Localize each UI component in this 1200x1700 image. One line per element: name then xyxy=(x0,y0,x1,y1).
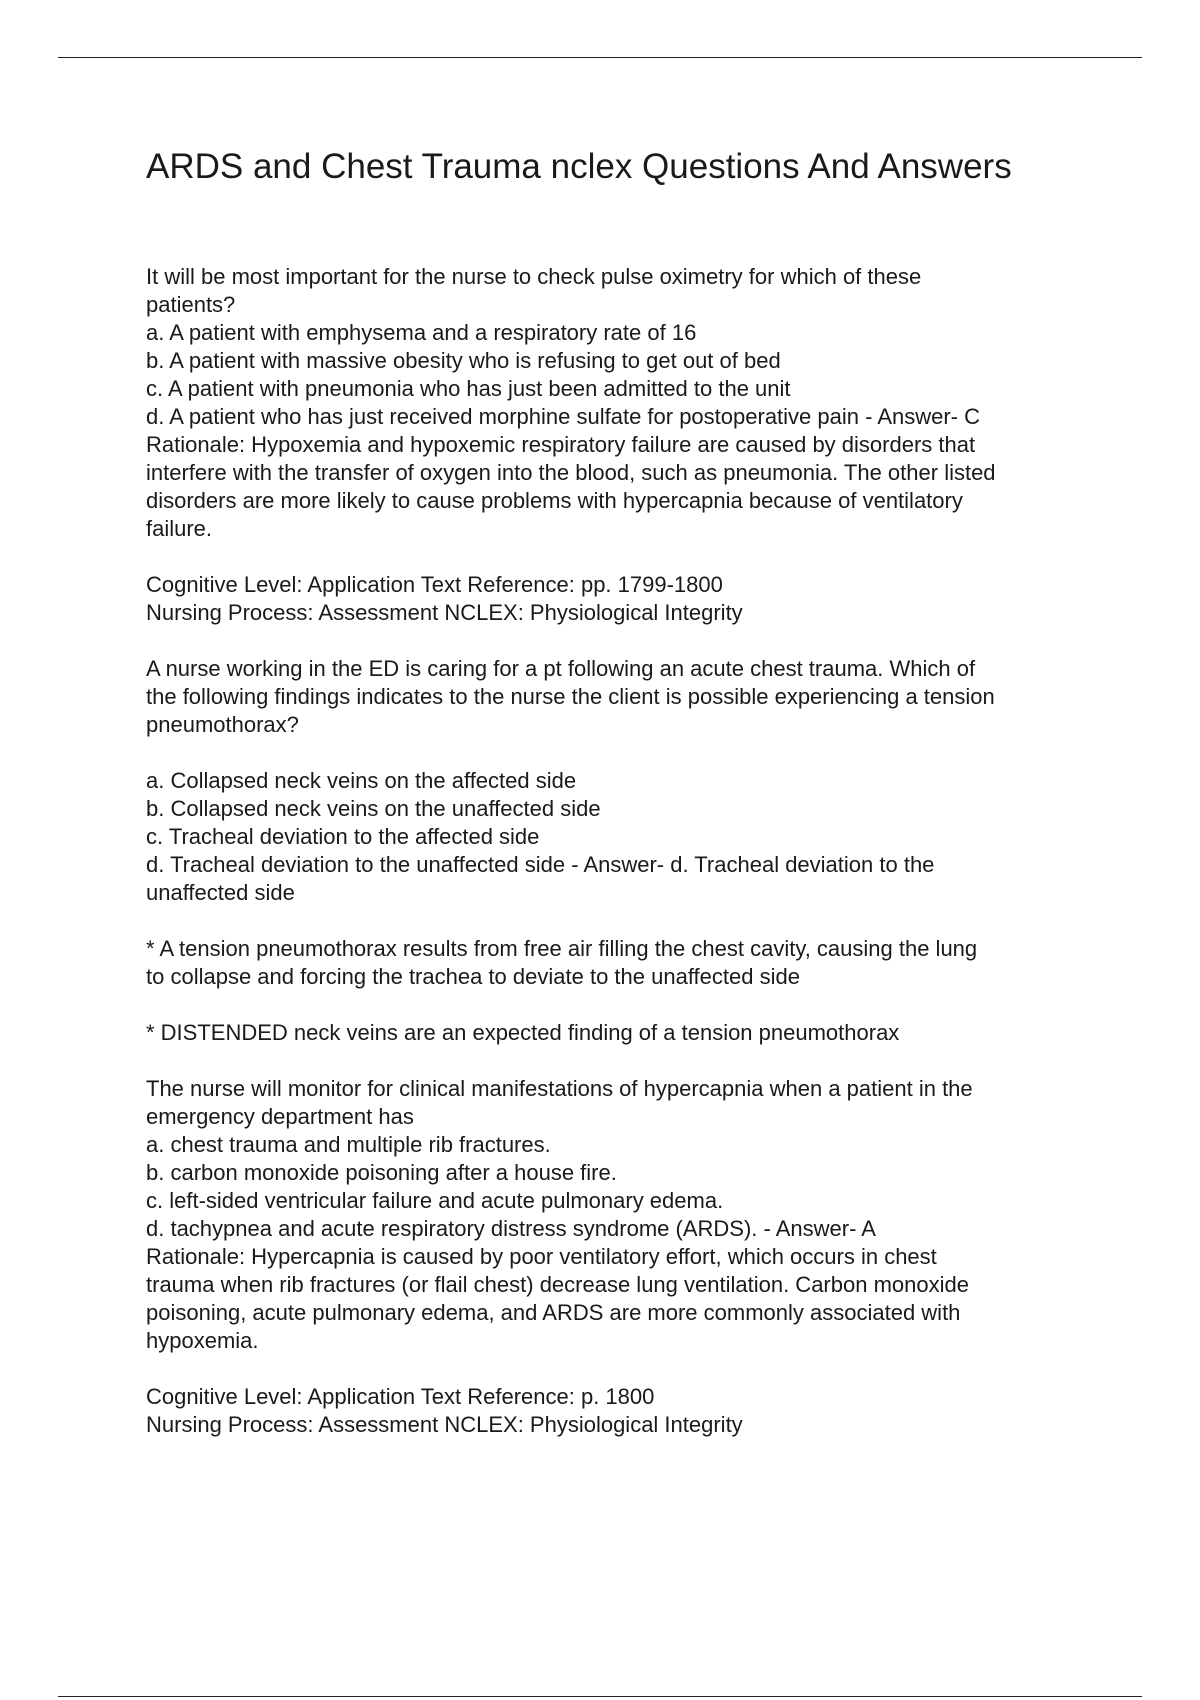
answer-option: b. A patient with massive obesity who is refusing to get out of bed xyxy=(146,348,781,373)
question-stem: A nurse working in the ED is caring for a pt following an acute chest trauma. Which of the following findings indicates to the nurse the client is possible experiencing a tension pneumothorax? xyxy=(146,656,995,737)
question-stem: It will be most important for the nurse to check pulse oximetry for which of these patients? xyxy=(146,264,922,317)
answer-option: a. Collapsed neck veins on the affected side xyxy=(146,768,577,793)
spacer xyxy=(146,907,1106,935)
question-stem: The nurse will monitor for clinical manifestations of hypercapnia when a patient in the emergency department has xyxy=(146,1076,973,1129)
spacer xyxy=(146,1047,1106,1075)
answer-option: b. carbon monoxide poisoning after a house fire. xyxy=(146,1160,617,1185)
answer-option: d. A patient who has just received morphine sulfate for postoperative pain - Answer- C xyxy=(146,404,981,429)
answer-option: a. A patient with emphysema and a respiratory rate of 16 xyxy=(146,320,697,345)
spacer xyxy=(146,543,1106,571)
note: * DISTENDED neck veins are an expected finding of a tension pneumothorax xyxy=(146,1020,900,1045)
spacer xyxy=(146,627,1106,655)
answer-option: c. Tracheal deviation to the affected side xyxy=(146,824,540,849)
spacer xyxy=(146,739,1106,767)
spacer xyxy=(146,991,1106,1019)
rationale: Rationale: Hypercapnia is caused by poor ventilatory effort, which occurs in chest trauma when rib fractures (or flail chest) decrease lung ventilation. Carbon monoxide poisoning, acute pulmonary edema, and ARDS are more commonly associated with hypoxemia. xyxy=(146,1244,969,1353)
answer-option: c. A patient with pneumonia who has just been admitted to the unit xyxy=(146,376,791,401)
answer-option: a. chest trauma and multiple rib fractures. xyxy=(146,1132,551,1157)
spacer xyxy=(146,1355,1106,1383)
bottom-divider xyxy=(58,1696,1142,1697)
answer-option: c. left-sided ventricular failure and acute pulmonary edema. xyxy=(146,1188,724,1213)
rationale: Rationale: Hypoxemia and hypoxemic respiratory failure are caused by disorders that interfere with the transfer of oxygen into the blood, such as pneumonia. The other listed disorders are more likely to cause problems with hypercapnia because of ventilatory failure. xyxy=(146,432,996,541)
top-divider xyxy=(58,57,1142,58)
page-title: ARDS and Chest Trauma nclex Questions And Answers xyxy=(146,147,1012,186)
document-body xyxy=(146,263,1106,1439)
reference: Cognitive Level: Application Text Reference: pp. 1799-1800 Nursing Process: Assessment NCLEX: Physiological Integrity xyxy=(146,572,743,625)
answer-option: d. tachypnea and acute respiratory distress syndrome (ARDS). - Answer- A xyxy=(146,1216,876,1241)
reference: Cognitive Level: Application Text Reference: p. 1800 Nursing Process: Assessment NCLEX: Physiological Integrity xyxy=(146,1384,743,1437)
note: * A tension pneumothorax results from free air filling the chest cavity, causing the lung to collapse and forcing the trachea to deviate to the unaffected side xyxy=(146,936,978,989)
answer-option: d. Tracheal deviation to the unaffected side - Answer- d. Tracheal deviation to the unaffected side xyxy=(146,852,935,905)
answer-option: b. Collapsed neck veins on the unaffected side xyxy=(146,796,601,821)
